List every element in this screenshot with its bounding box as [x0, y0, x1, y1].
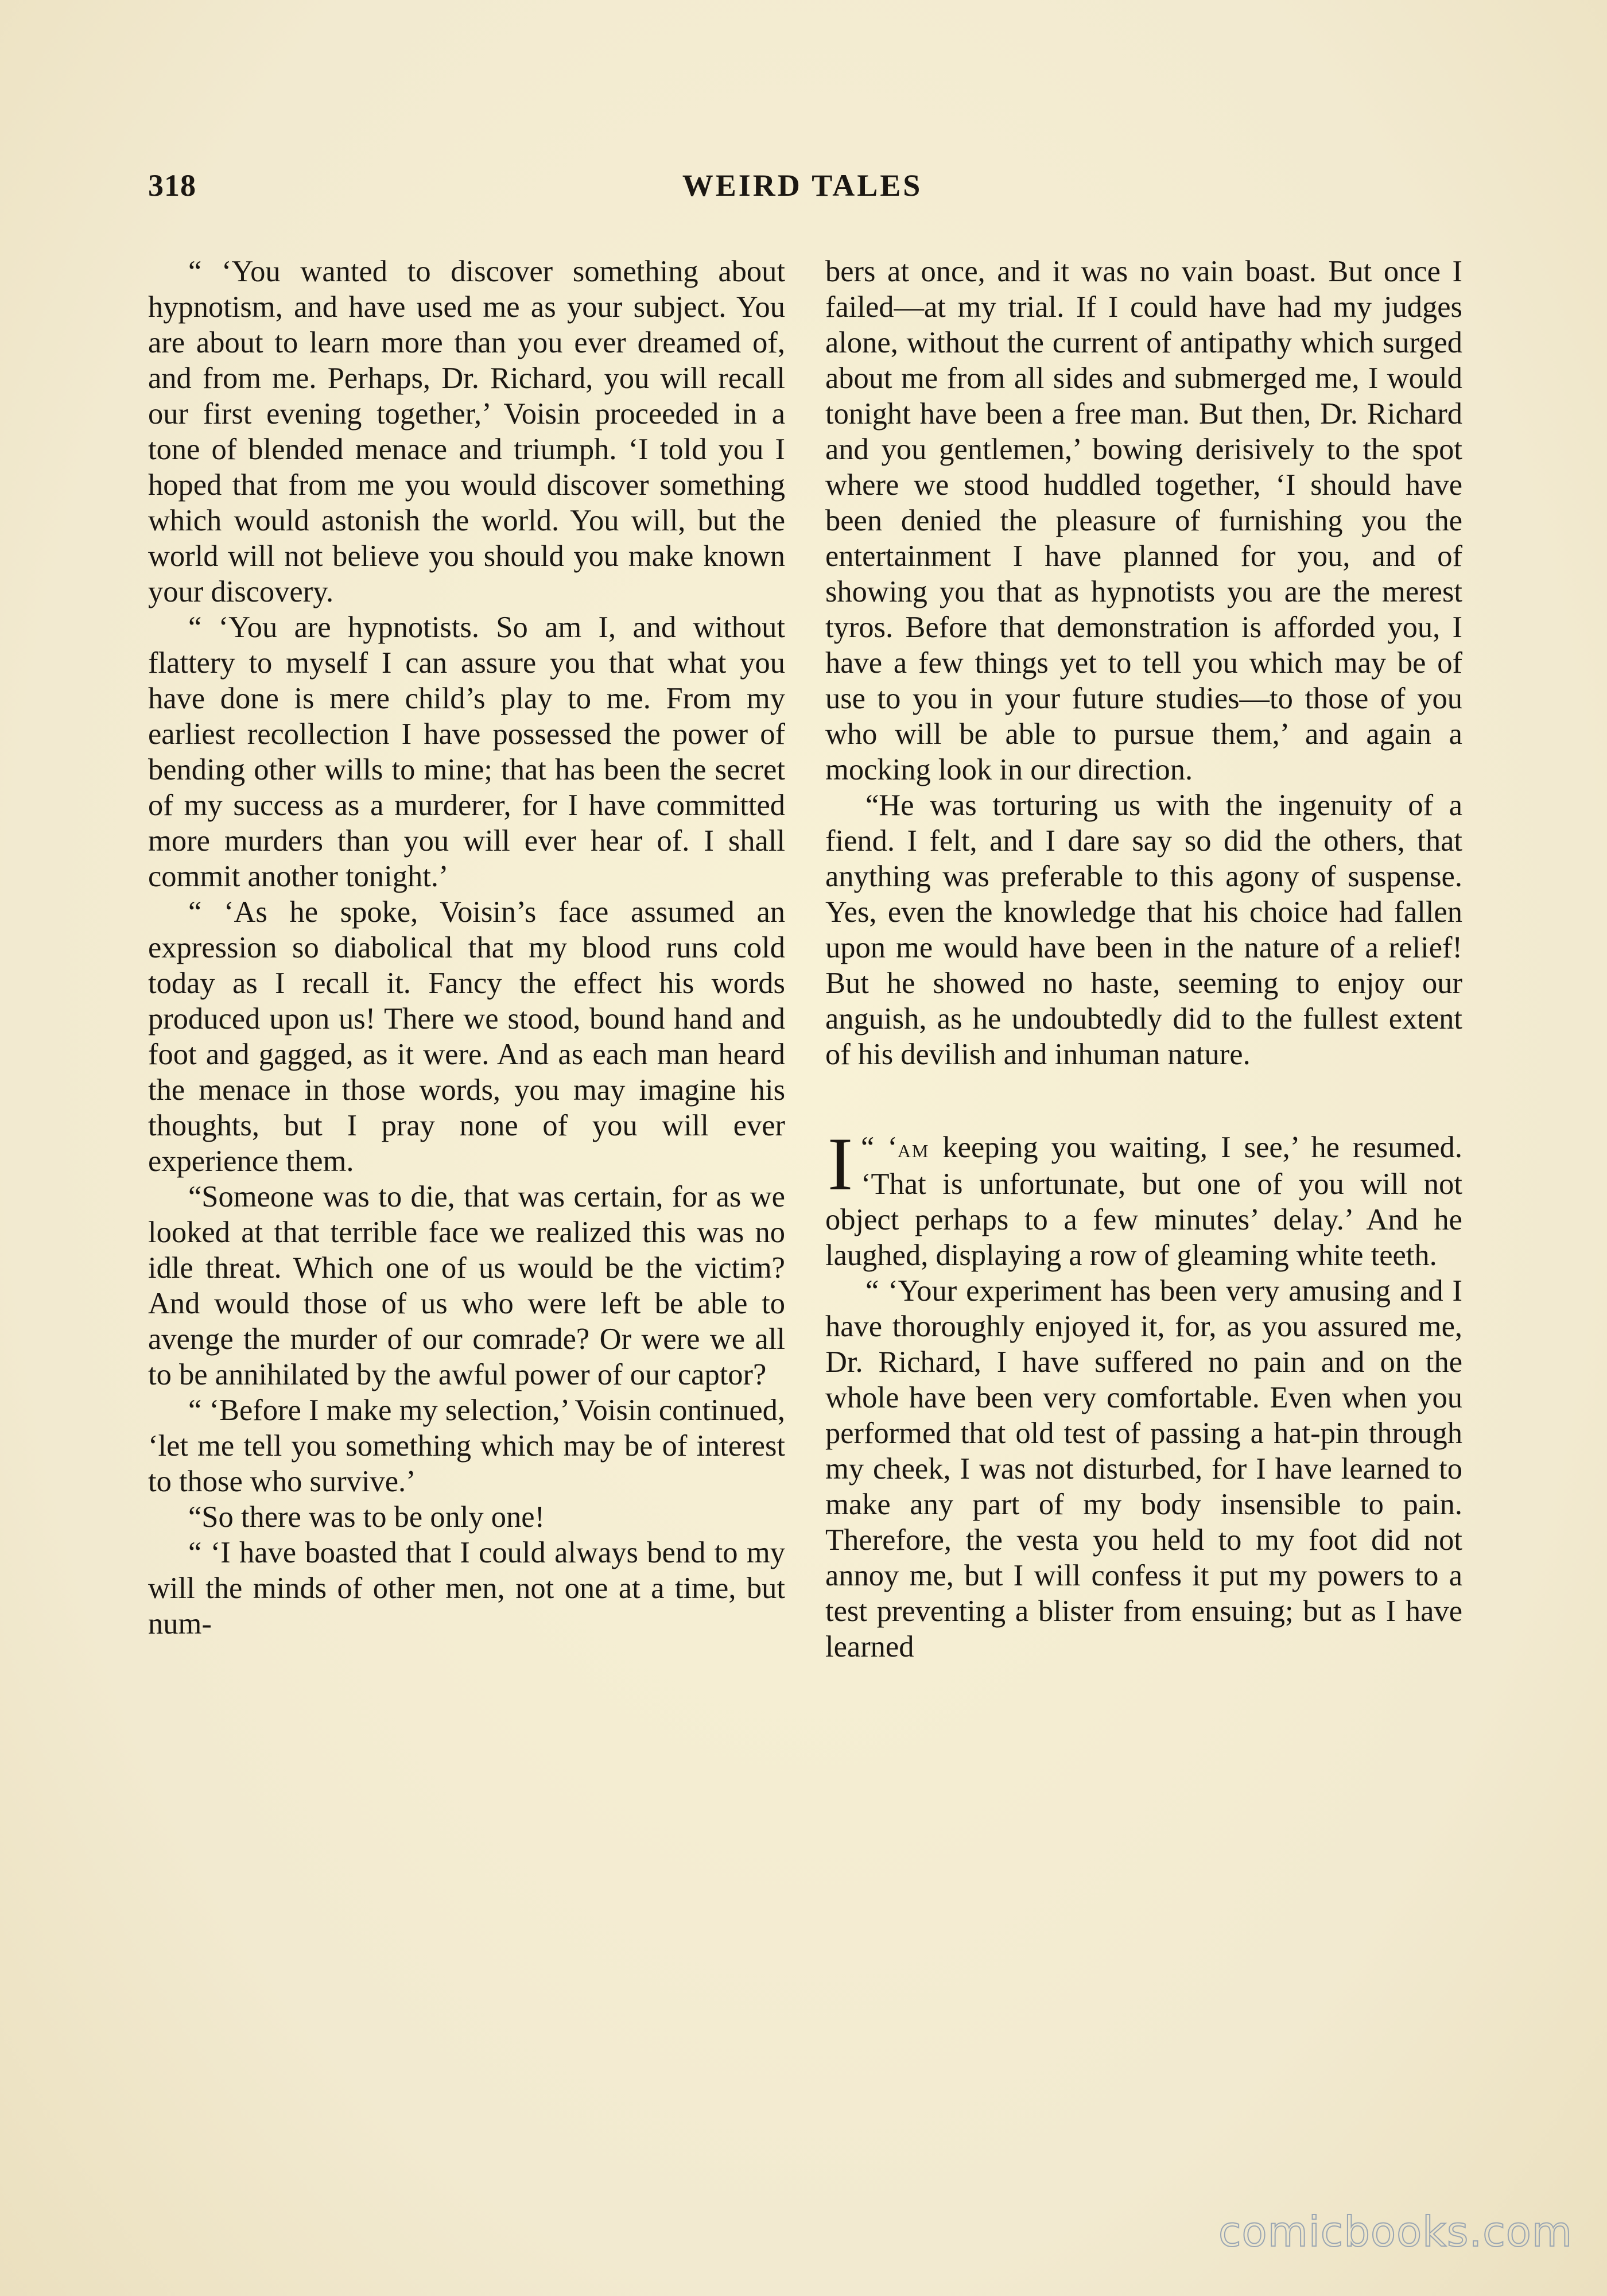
- dropcap-paragraph-text: keeping you waiting, I see,’ he resumed. ‘That is unfortunate, but one of you will not object perhaps to a few minutes’ delay.’ And he laughed, displaying a row of gleaming white teeth.: [825, 1131, 1462, 1272]
- paragraph: “ ‘I have boasted that I could always bend to my will the minds of other men, not one at a time, but num-: [148, 1536, 785, 1640]
- running-title: WEIRD TALES: [682, 168, 923, 203]
- drop-cap: I: [828, 1122, 853, 1206]
- opening-quote: “ ‘: [860, 1131, 898, 1164]
- paragraph: “So there was to be only one!: [188, 1500, 545, 1534]
- section-break: [825, 1072, 1462, 1130]
- small-caps-word: am: [897, 1134, 930, 1163]
- dropcap-paragraph: [825, 1122, 1462, 1273]
- paragraph: “ ‘Your experiment has been very amusing and I have thoroughly enjoyed it, for, as you assured me, Dr. Richard, I have suffered no pain and on the whole have been very comfortable. Even when you performed that old test of passing a hat-pin through my cheek, I was not disturbed, for I have learned to make any part of my body insensible to pain. Therefore, the vesta you held to my foot did not annoy me, but I will confess it put my powers to a test preventing a blister from ensuing; but as I have learned: [825, 1274, 1462, 1663]
- watermark-logo: comicbooks.com: [1218, 2208, 1573, 2256]
- paragraph: “ ‘You are hypnotists. So am I, and without flattery to myself I can assure you that what you have done is mere child’s play to me. From my earliest recollection I have possessed the power of bending other wills to mine; that has been the secret of my success as a murderer, for I have committed more murders than you will ever hear of. I shall commit another tonight.’: [148, 611, 785, 893]
- paragraph: “He was torturing us with the ingenuity of a fiend. I felt, and I dare say so did the others, that anything was preferable to this agony of suspense. Yes, even the knowledge that his choice had fallen upon me would have been in the nature of a relief! But he showed no haste, seeming to enjoy our anguish, as he undoubtedly did to the fullest extent of his devilish and inhuman nature.: [825, 789, 1462, 1071]
- page-number: 318: [148, 168, 196, 203]
- right-column: [825, 254, 1462, 1665]
- paragraph: “Someone was to die, that was certain, for as we looked at that terrible face we realized this was no idle threat. Which one of us would be the victim? And would those of us who were left be able to avenge the murder of our comrade? Or were we all to be annihilated by the awful power of our captor?: [148, 1180, 785, 1391]
- page-header: [148, 168, 1457, 214]
- paragraph: “ ‘Before I make my selection,’ Voisin continued, ‘let me tell you something which may be of interest to those who survive.’: [148, 1394, 785, 1498]
- paragraph: “ ‘As he spoke, Voisin’s face assumed an expression so diabolical that my blood runs cold today as I recall it. Fancy the effect his words produced upon us! There we stood, bound hand and foot and gagged, as it were. And as each man heard the menace in those words, you may imagine his thoughts, but I pray none of you will ever experience them.: [148, 895, 785, 1178]
- left-column: [148, 254, 785, 1642]
- paragraph: “ ‘You wanted to discover something about hypnotism, and have used me as your subject. You are about to learn more than you ever dreamed of, and from me. Perhaps, Dr. Richard, you will recall our first evening together,’ Voisin proceeded in a tone of blended menace and triumph. ‘I told you I hoped that from me you would discover something which would astonish the world. You will, but the world will not believe you should you make known your discovery.: [148, 255, 785, 608]
- paragraph-continued: bers at once, and it was no vain boast. But once I failed—at my trial. If I could have had my judges alone, without the current of antipathy which surged about me from all sides and submerged me, I would tonight have been a free man. But then, Dr. Richard and you gentlemen,’ bowing derisively to the spot where we stood huddled together, ‘I should have been denied the pleasure of furnishing you the entertainment I have planned for you, and of showing you that as hypnotists you are the merest tyros. Before that demonstration is afforded you, I have a few things yet to tell you which may be of use to you in your future studies—to those of you who will be able to pursue them,’ and again a mocking look in our direction.: [825, 255, 1462, 786]
